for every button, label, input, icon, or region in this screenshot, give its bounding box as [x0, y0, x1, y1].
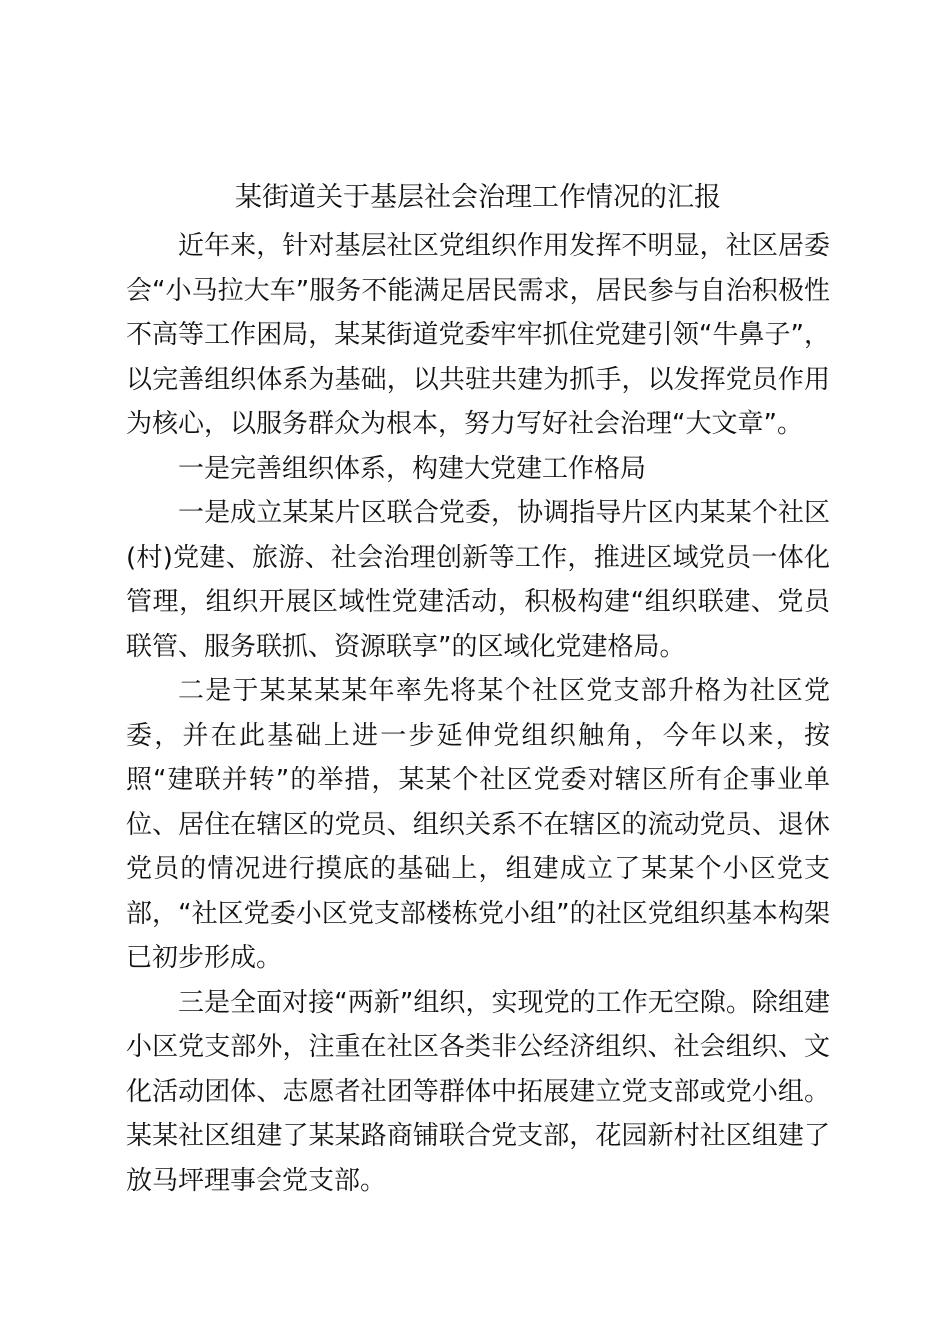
- intro-paragraph: 近年来，针对基层社区党组织作用发挥不明显，社区居委会“小马拉大车”服务不能满足居民需求，居民参与自治积极性不高等工作困局，某某街道党委牢牢抓住党建引领“牛鼻子”，以完善组织体系为基础，以共驻共建为抓手，以发挥党员作用为核心，以服务群众为根本，努力写好社会治理“大文章”。: [126, 231, 830, 439]
- document-body: [126, 172, 830, 1203]
- section-heading: 一是完善组织体系，构建大党建工作格局: [178, 453, 647, 484]
- document-title: 某街道关于基层社会治理工作情况的汇报: [235, 182, 721, 213]
- body-paragraph: 三是全面对接“两新”组织，实现党的工作无空隙。除组建小区党支部外，注重在社区各类非公经济组织、社会组织、文化活动团体、志愿者社团等群体中拓展建立党支部或党小组。某某社区组建了某某路商铺联合党支部，花园新村社区组建了放马坪理事会党支部。: [126, 987, 830, 1196]
- body-paragraph: 一是成立某某片区联合党委，协调指导片区内某某个社区(村)党建、旅游、社会治理创新等工作，推进区域党员一体化管理，组织开展区域性党建活动，积极构建“组织联建、党员联管、服务联抓、资源联享”的区域化党建格局。: [126, 498, 830, 662]
- body-paragraph: 二是于某某某某年率先将某个社区党支部升格为社区党委，并在此基础上进一步延伸党组织触角，今年以来，按照“建联并转”的举措，某某个社区党委对辖区所有企事业单位、居住在辖区的党员、组织关系不在辖区的流动党员、退休党员的情况进行摸底的基础上，组建成立了某某个小区党支部，“社区党委小区党支部楼栋党小组”的社区党组织基本构架已初步形成。: [126, 676, 830, 973]
